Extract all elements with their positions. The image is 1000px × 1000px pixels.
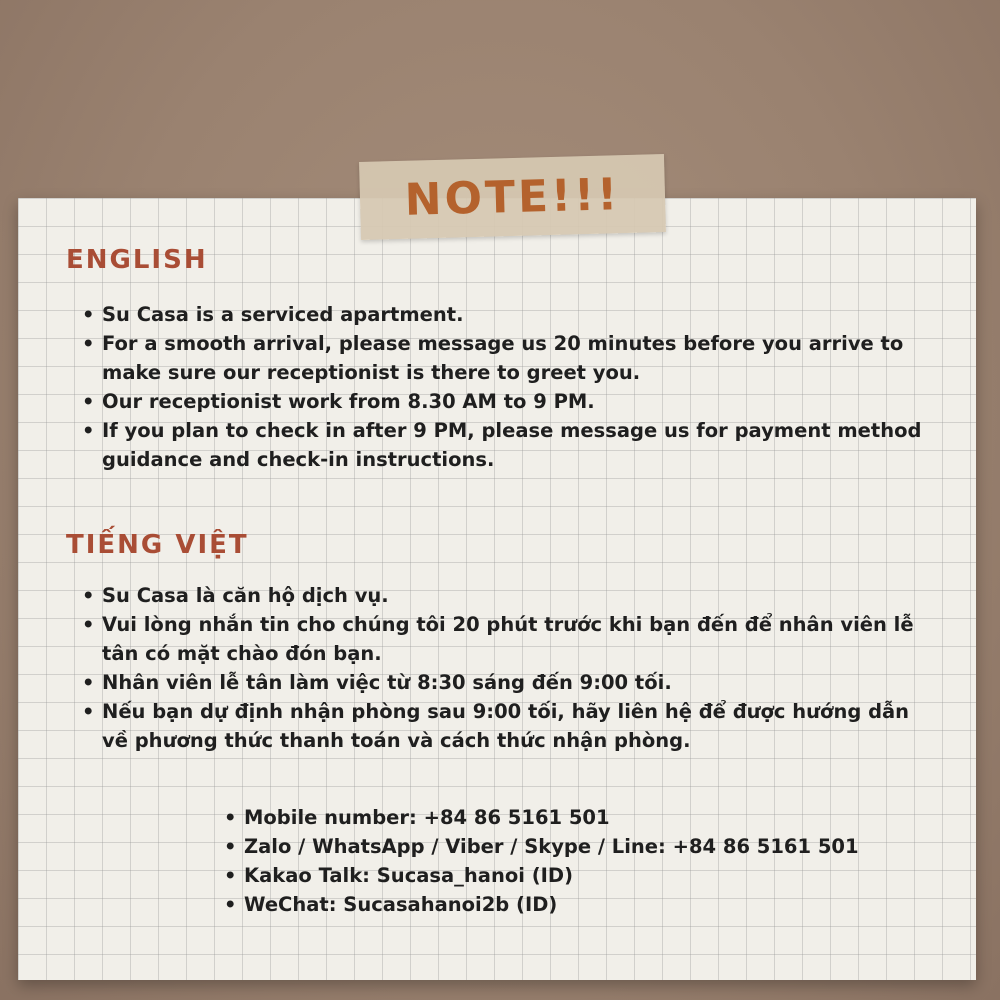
vietnamese-heading: TIẾNG VIỆT: [66, 530, 249, 560]
note-title: NOTE!!!: [404, 169, 621, 226]
contact-mobile: • Mobile number: +84 86 5161 501: [222, 803, 922, 832]
contact-wechat: • WeChat: Sucasahanoi2b (ID): [222, 890, 922, 919]
list-item: • Su Casa là căn hộ dịch vụ.: [80, 581, 940, 610]
list-item: • For a smooth arrival, please message us 20 minutes before you arrive to make sure our receptionist is there to greet you.: [80, 329, 940, 387]
contact-list: [222, 803, 922, 919]
list-item: • Nhân viên lễ tân làm việc từ 8:30 sáng đến 9:00 tối.: [80, 668, 940, 697]
list-item: • Su Casa is a serviced apartment.: [80, 300, 940, 329]
contact-messaging-apps: • Zalo / WhatsApp / Viber / Skype / Line: +84 86 5161 501: [222, 832, 922, 861]
list-item: • Nếu bạn dự định nhận phòng sau 9:00 tối, hãy liên hệ để được hướng dẫn về phương thức thanh toán và cách thức nhận phòng.: [80, 697, 940, 755]
english-list: [80, 300, 940, 474]
vietnamese-list: [80, 581, 940, 755]
list-item: • Our receptionist work from 8.30 AM to 9 PM.: [80, 387, 940, 416]
english-heading: ENGLISH: [66, 245, 208, 275]
contact-kakao: • Kakao Talk: Sucasa_hanoi (ID): [222, 861, 922, 890]
list-item: • If you plan to check in after 9 PM, please message us for payment method guidance and check-in instructions.: [80, 416, 940, 474]
list-item: • Vui lòng nhắn tin cho chúng tôi 20 phút trước khi bạn đến để nhân viên lễ tân có mặt chào đón bạn.: [80, 610, 940, 668]
